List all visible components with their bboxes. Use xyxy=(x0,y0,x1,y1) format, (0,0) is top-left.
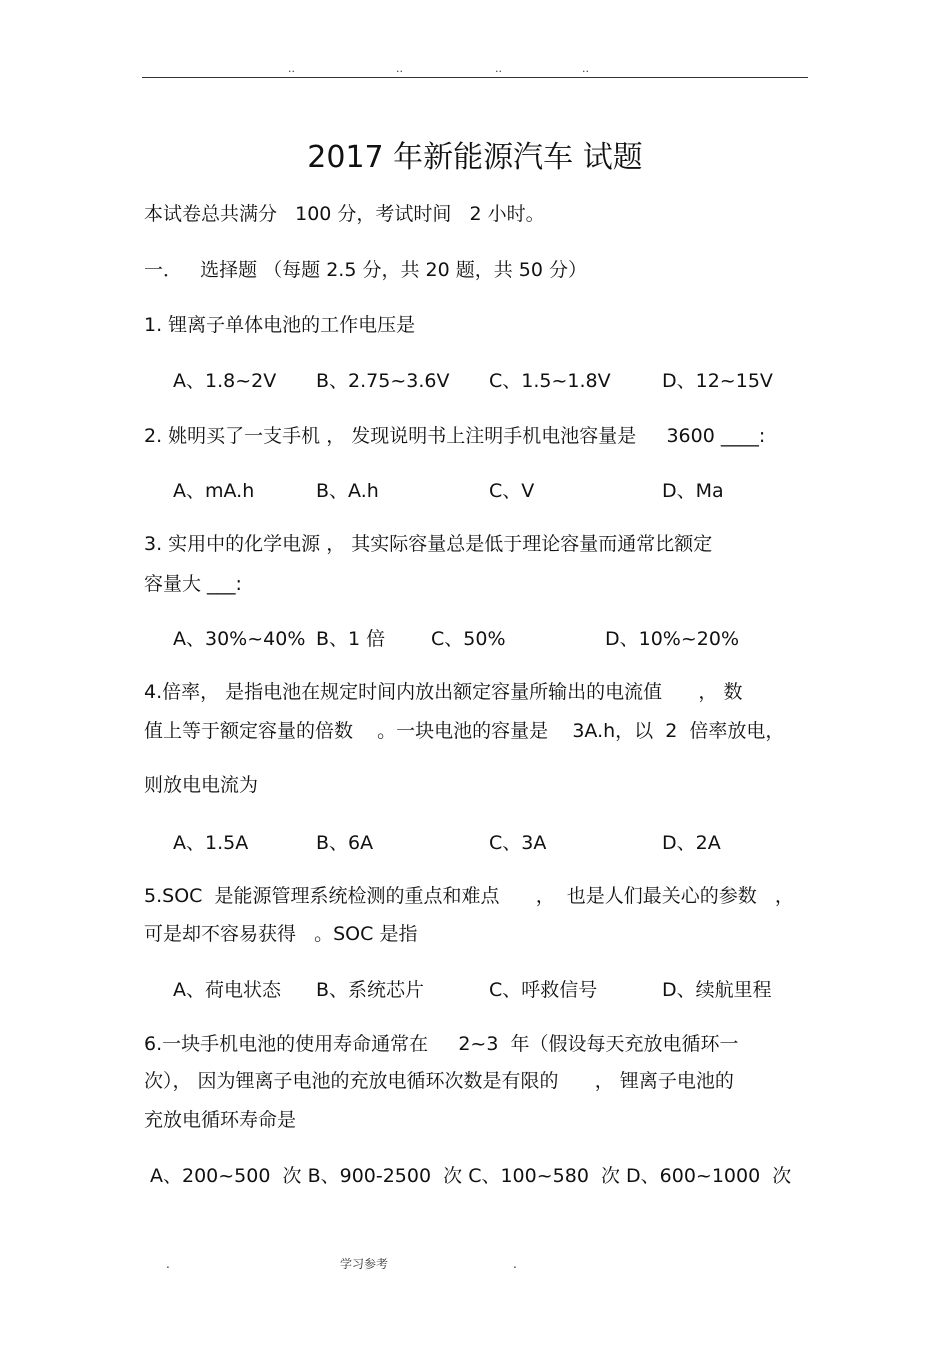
question-5-option-d: D、续航里程 xyxy=(662,979,772,1001)
question-1-option-c: C、1.5~1.8V xyxy=(489,370,611,392)
question-1-option-a: A、1.8~2V xyxy=(173,370,277,392)
question-1-option-d: D、12~15V xyxy=(662,370,773,392)
question-2-option-c: C、V xyxy=(489,480,535,502)
page-title: 2017 年新能源汽车 试题 xyxy=(307,140,643,175)
question-2-option-d: D、Ma xyxy=(662,480,724,502)
header-rule xyxy=(142,77,808,78)
question-5-option-a: A、荷电状态 xyxy=(173,979,281,1001)
section-heading: 一． 选择题 （每题 2.5 分，共 20 题，共 50 分） xyxy=(144,259,587,281)
question-4-option-d: D、2A xyxy=(662,832,721,854)
exam-intro: 本试卷总共满分 100 分，考试时间 2 小时。 xyxy=(144,203,545,225)
question-5-option-b: B、系统芯片 xyxy=(316,979,425,1001)
question-6-stem: 6.一块手机电池的使用寿命通常在 2~3 年（假设每天充放电循环一 xyxy=(144,1033,739,1055)
question-6-stem-cont: 次）， 因为锂离子电池的充放电循环次数是有限的 ， 锂离子电池的 xyxy=(144,1070,734,1092)
question-5-option-c: C、呼救信号 xyxy=(489,979,598,1001)
header-dot: .. xyxy=(288,62,295,75)
header-dot: .. xyxy=(582,62,589,75)
question-4-option-c: C、3A xyxy=(489,832,547,854)
question-2-stem: 2. 姚明买了一支手机 ， 发现说明书上注明手机电池容量是 3600 ____: xyxy=(144,425,766,447)
footer-text: 学习参考 xyxy=(340,1257,389,1271)
header-dot: .. xyxy=(495,62,502,75)
question-3-option-d: D、10%~20% xyxy=(605,628,740,650)
question-4-stem-cont2: 则放电电流为 xyxy=(144,774,259,796)
question-3-option-c: C、50% xyxy=(431,628,506,650)
question-4-option-a: A、1.5A xyxy=(173,832,249,854)
question-2-option-b: B、A.h xyxy=(316,480,379,502)
question-3-option-a: A、30%~40% xyxy=(173,628,306,650)
question-6-stem-cont2: 充放电循环寿命是 xyxy=(144,1109,297,1131)
question-6-options: A、200~500 次 B、900-2500 次 C、100~580 次 D、600~1000 次 xyxy=(150,1165,792,1187)
question-4-option-b: B、6A xyxy=(316,832,374,854)
question-5-stem: 5.SOC 是能源管理系统检测的重点和难点 ， 也是人们最关心的参数 ， xyxy=(144,885,794,907)
footer-dot: . xyxy=(513,1257,517,1271)
question-2-option-a: A、mA.h xyxy=(173,480,255,502)
question-1-option-b: B、2.75~3.6V xyxy=(316,370,450,392)
question-3-stem: 3. 实用中的化学电源 ， 其实际容量总是低于理论容量而通常比额定 xyxy=(144,533,713,555)
question-3-stem-cont: 容量大 ___: xyxy=(144,573,242,595)
header-dot: .. xyxy=(396,62,403,75)
question-3-option-b: B、1 倍 xyxy=(316,628,386,650)
question-4-stem-cont: 值上等于额定容量的倍数 。一块电池的容量是 3A.h，以 2 倍率放电， xyxy=(144,720,785,742)
footer-dot: . xyxy=(166,1257,170,1271)
question-5-stem-cont: 可是却不容易获得 。SOC 是指 xyxy=(144,923,418,945)
question-1-stem: 1. 锂离子单体电池的工作电压是 xyxy=(144,314,416,336)
question-4-stem: 4.倍率， 是指电池在规定时间内放出额定容量所输出的电流值 ， 数 xyxy=(144,681,743,703)
